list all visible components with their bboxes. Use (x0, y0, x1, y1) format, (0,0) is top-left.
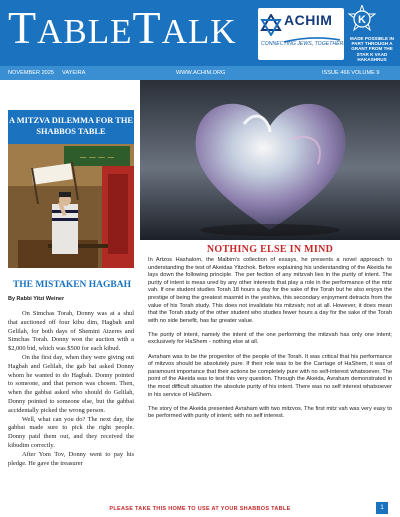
torah-photo (8, 144, 134, 268)
logo-text: ACHIM (284, 12, 333, 28)
info-bar (0, 66, 400, 80)
article-title: NOTHING ELSE IN MIND (206, 244, 334, 255)
paragraph: On Simchas Torah, Donny was at a shul that auctioned off four kibu dim, Hagbah and Gelilah, for both days of Shemini Atzeres and Simchas Torah. Donny won the auction with a $2,000 bid, which was $500 for each kibud. (8, 310, 134, 353)
achim-logo (258, 8, 344, 60)
newsletter-title: TABLETALK (8, 2, 237, 53)
logo-swoosh (284, 30, 340, 34)
paragraph: The purity of intent, namely the intent of the one performing the mitzvah has only one intent; exclusively for HaShem - nothing else at all. (148, 331, 392, 346)
page-number: 1 (376, 502, 388, 514)
paragraph: On the first day, when they were giving out Hagbah and Gelilah, the gab bai asked Donny whom he wanted to do Hagbah. Donny pointed to someone, and that person was chosen. Then, when the gabbai asked who should do Gelilah, Donny pointed to someone else, but the gabbai accidentally picked the wrong person. (8, 353, 134, 414)
glass-heart-photo (140, 80, 400, 240)
paragraph: The story of the Akeida presented Avraham with two mitzvos. The first mitz vah was very easy to be performed with purity of intent; with no self interest. (148, 405, 392, 420)
sidebar-article-body (8, 310, 134, 468)
star-of-david-icon (260, 14, 282, 36)
ark-inscription: — — — — (79, 153, 115, 161)
sidebar-author: By Rabbi Yitzi Weiner (8, 296, 65, 302)
section-heading: A MITZVA DILEMMA FOR THE SHABBOS TABLE (8, 110, 134, 144)
paragraph: Well, what can you do? The next day, the gabbai made sure to pick the right people. Donny paid them out, and they received the kibudim correctly. (8, 415, 134, 449)
logo-tagline: CONNECTING JEWS, TOGETHER! (261, 41, 345, 47)
issue-date: NOVEMBER 2025 (8, 70, 55, 76)
paragraph: Avraham was to be the progenitor of the people of the Torah. It was critical that his performance of mitzvos should be absolutely pure. If their role was to be the Carriage of HaShem, it was of paramount importance that their actions be completely pure with no self-interest whatsoever. The point of the Akeida was to test this very question. Through the Akeida, Avraham demonstrated in the most difficult situation the absolute purity of his intent. There was no self interest whatsoever in his service of HaShem. (148, 353, 392, 398)
grant-notice: MADE POSSIBLE IN PART THROUGH A GRANT FROM THE STAR K VAAD HAKASHRUS (350, 36, 394, 62)
footer-note: PLEASE TAKE THIS HOME TO USE AT YOUR SHABBOS TABLE (109, 506, 291, 512)
website-link[interactable]: WWW.ACHIM.ORG (176, 70, 226, 76)
paragraph: After Yom Tov, Donny went to pay his pledge. He gave the treasurer (8, 450, 134, 467)
article-body (148, 257, 392, 427)
star-k-badge-icon (348, 5, 376, 37)
badge-letter: K (358, 14, 366, 26)
issue-volume: ISSUE 466 VOLUME 9 (322, 70, 380, 76)
parsha-name: VAYEIRA (62, 70, 86, 76)
sidebar-article-title: THE MISTAKEN HAGBAH (12, 280, 132, 290)
masthead (0, 0, 400, 66)
paragraph: In Artzos Hashalom, the Malbim's collection of essays, he presents a novel approach to understanding the test of Akeidas Yitzchok. Before explaining his understanding of the Akeida he lays down the following principle. The per fection of any mitzvah lies in the purity of intent. The purity of intent is meas ured by any other interests that play a role in the performance of the mitz vah. If one student studies Torah 18 hours a day for the sake of the Torah but he also enjoys the prestige of being the greatest masmid in the yeshiva, this secondary enjoyment detracts from the value of his Torah study. This does not invalidate his mitzvah; not at all. However, it does mean that the Torah study of the other student who studies fewer hours a day for the sake of the Torah with no side benefit, has far greater value. (148, 257, 392, 324)
